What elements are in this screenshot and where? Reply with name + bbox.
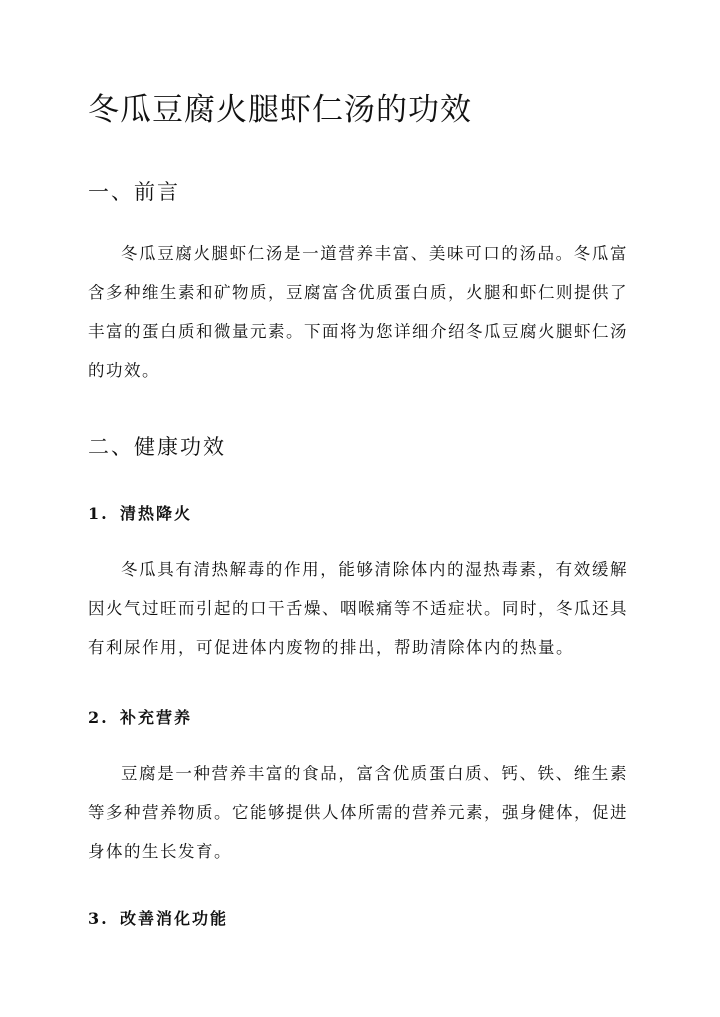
- subheading-digestion: [88, 906, 228, 929]
- subheading-clear-heat: [88, 501, 192, 524]
- subheading-number: 1.: [88, 504, 109, 523]
- clear-heat-paragraph: 冬瓜具有清热解毒的作用，能够清除体内的湿热毒素，有效缓解因火气过旺而引起的口干舌燥、咽喉痛等不适症状。同时，冬瓜还具有利尿作用，可促进体内废物的排出，帮助清除体内的热量。: [88, 560, 628, 657]
- document-title: 冬瓜豆腐火腿虾仁汤的功效: [88, 92, 472, 128]
- subheading-number: 3.: [88, 909, 109, 928]
- nutrition-paragraph: 豆腐是一种营养丰富的食品，富含优质蛋白质、钙、铁、维生素等多种营养物质。它能够提供人体所需的营养元素，强身健体，促进身体的生长发育。: [88, 764, 628, 861]
- preface-paragraph: 冬瓜豆腐火腿虾仁汤是一道营养丰富、美味可口的汤品。冬瓜富含多种维生素和矿物质，豆腐富含优质蛋白质，火腿和虾仁则提供了丰富的蛋白质和微量元素。下面将为您详细介绍冬瓜豆腐火腿虾仁汤的功效。: [88, 244, 628, 380]
- section-heading-health-benefits: 二、健康功效: [88, 435, 226, 459]
- subheading-number: 2.: [88, 708, 109, 727]
- subheading-label: 补充营养: [120, 708, 193, 727]
- subheading-label: 清热降火: [120, 504, 193, 523]
- section-heading-preface: 一、前言: [88, 180, 180, 204]
- subheading-label: 改善消化功能: [120, 909, 229, 928]
- subheading-nutrition: [88, 705, 192, 728]
